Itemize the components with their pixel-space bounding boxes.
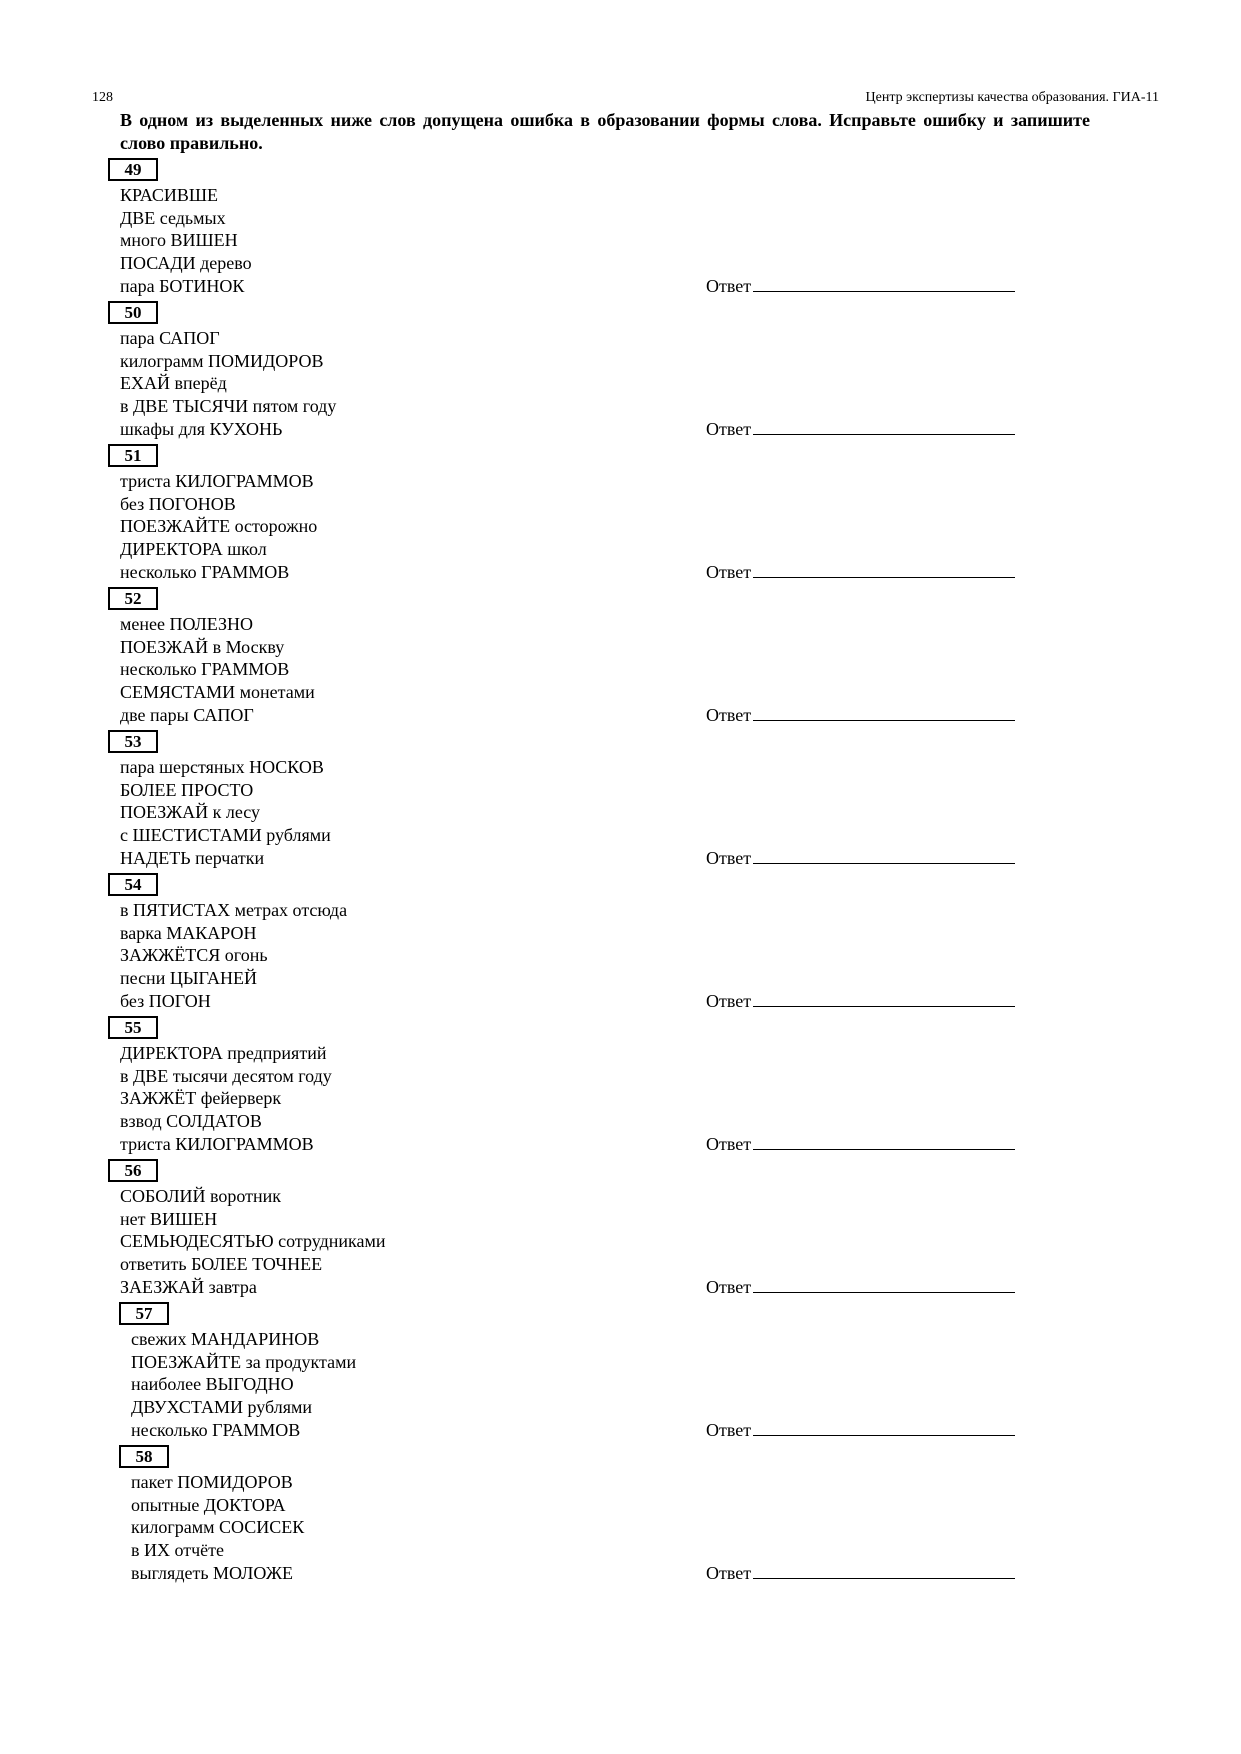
task-number-box: 50 bbox=[108, 301, 158, 324]
answer-row bbox=[706, 1419, 1015, 1441]
task-55 bbox=[0, 1016, 1241, 1159]
option-list bbox=[120, 613, 315, 727]
answer-blank[interactable] bbox=[753, 704, 1015, 721]
option-item: КРАСИВШЕ bbox=[120, 185, 218, 205]
option-item: в ПЯТИСТАХ метрах отсюда bbox=[120, 900, 348, 920]
option-item: ЗАЖЖЁТСЯ огонь bbox=[120, 945, 268, 966]
task-number-box: 52 bbox=[108, 587, 158, 610]
option-item: нет ВИШЕН bbox=[120, 1208, 218, 1229]
option-item: пара САПОГ bbox=[120, 328, 220, 348]
option-item: СЕМЬЮДЕСЯТЬЮ сотрудниками bbox=[120, 1231, 386, 1252]
option-item: с ШЕСТИСТАМИ рублями bbox=[120, 825, 331, 846]
answer-blank[interactable] bbox=[753, 1562, 1015, 1579]
option-item: пакет ПОМИДОРОВ bbox=[131, 1472, 293, 1492]
option-item: ДВУХСТАМИ рублями bbox=[131, 1397, 313, 1418]
option-list bbox=[120, 1042, 332, 1156]
task-50 bbox=[0, 301, 1241, 444]
option-item: ЕХАЙ вперёд bbox=[120, 373, 227, 394]
option-item: в ИХ отчёте bbox=[131, 1540, 225, 1561]
option-item: много ВИШЕН bbox=[120, 230, 238, 251]
option-item: песни ЦЫГАНЕЙ bbox=[120, 968, 257, 989]
option-item: выглядеть МОЛОЖЕ bbox=[131, 1562, 294, 1583]
option-item: ДИРЕКТОРА предприятий bbox=[120, 1043, 327, 1063]
answer-row bbox=[706, 275, 1015, 297]
option-item: несколько ГРАММОВ bbox=[131, 1419, 301, 1440]
task-number-box: 58 bbox=[119, 1445, 169, 1468]
option-item: ЗАЕЗЖАЙ завтра bbox=[120, 1276, 257, 1297]
option-item: ДИРЕКТОРА школ bbox=[120, 539, 267, 560]
answer-blank[interactable] bbox=[753, 990, 1015, 1007]
task-58 bbox=[0, 1445, 1241, 1588]
option-item: триста КИЛОГРАММОВ bbox=[120, 471, 314, 491]
option-item: килограмм СОСИСЕК bbox=[131, 1517, 305, 1538]
answer-blank[interactable] bbox=[753, 275, 1015, 292]
answer-label: Ответ bbox=[706, 1134, 752, 1154]
answer-blank[interactable] bbox=[753, 418, 1015, 435]
option-list bbox=[131, 1471, 304, 1585]
answer-row bbox=[706, 704, 1015, 726]
option-item: две пары САПОГ bbox=[120, 704, 254, 725]
task-number-box: 55 bbox=[108, 1016, 158, 1039]
option-list bbox=[120, 756, 331, 870]
running-head: Центр экспертизы качества образования. ГИА-11 bbox=[865, 90, 1159, 105]
answer-label: Ответ bbox=[706, 562, 752, 582]
option-list bbox=[131, 1328, 356, 1442]
answer-blank[interactable] bbox=[753, 1419, 1015, 1436]
task-53 bbox=[0, 730, 1241, 873]
task-51 bbox=[0, 444, 1241, 587]
page-number: 128 bbox=[92, 90, 113, 105]
option-item: НАДЕТЬ перчатки bbox=[120, 847, 265, 868]
option-item: ПОСАДИ дерево bbox=[120, 253, 252, 274]
answer-label: Ответ bbox=[706, 848, 752, 868]
answer-label: Ответ bbox=[706, 705, 752, 725]
answer-row bbox=[706, 418, 1015, 440]
option-item: ЗАЖЖЁТ фейерверк bbox=[120, 1088, 282, 1109]
task-list bbox=[0, 158, 1241, 1588]
option-item: в ДВЕ ТЫСЯЧИ пятом году bbox=[120, 396, 337, 417]
task-number-box: 54 bbox=[108, 873, 158, 896]
option-item: пара шерстяных НОСКОВ bbox=[120, 757, 324, 777]
option-list bbox=[120, 1185, 385, 1299]
answer-blank[interactable] bbox=[753, 1133, 1015, 1150]
option-item: несколько ГРАММОВ bbox=[120, 659, 290, 680]
option-item: СЕМЯСТАМИ монетами bbox=[120, 682, 315, 703]
option-item: шкафы для КУХОНЬ bbox=[120, 418, 283, 439]
option-item: СОБОЛИЙ воротник bbox=[120, 1186, 282, 1206]
task-number-box: 57 bbox=[119, 1302, 169, 1325]
answer-row bbox=[706, 1562, 1015, 1584]
answer-label: Ответ bbox=[706, 1420, 752, 1440]
option-item: несколько ГРАММОВ bbox=[120, 561, 290, 582]
answer-row bbox=[706, 1276, 1015, 1298]
option-item: в ДВЕ тысячи десятом году bbox=[120, 1065, 332, 1086]
task-57 bbox=[0, 1302, 1241, 1445]
option-item: свежих МАНДАРИНОВ bbox=[131, 1329, 320, 1349]
option-item: БОЛЕЕ ПРОСТО bbox=[120, 779, 254, 800]
answer-label: Ответ bbox=[706, 419, 752, 439]
option-item: взвод СОЛДАТОВ bbox=[120, 1111, 262, 1132]
task-number-box: 49 bbox=[108, 158, 158, 181]
answer-label: Ответ bbox=[706, 1563, 752, 1583]
option-item: ответить БОЛЕЕ ТОЧНЕЕ bbox=[120, 1254, 323, 1275]
option-list bbox=[120, 184, 252, 298]
answer-row bbox=[706, 847, 1015, 869]
task-52 bbox=[0, 587, 1241, 730]
option-item: менее ПОЛЕЗНО bbox=[120, 614, 254, 634]
answer-row bbox=[706, 561, 1015, 583]
option-item: без ПОГОНОВ bbox=[120, 493, 236, 514]
option-list bbox=[120, 327, 336, 441]
task-number-box: 53 bbox=[108, 730, 158, 753]
option-item: ДВЕ седьмых bbox=[120, 207, 226, 228]
option-item: варка МАКАРОН bbox=[120, 922, 257, 943]
option-item: ПОЕЗЖАЙТЕ за продуктами bbox=[131, 1351, 357, 1372]
option-item: пара БОТИНОК bbox=[120, 275, 245, 296]
option-item: триста КИЛОГРАММОВ bbox=[120, 1133, 314, 1154]
task-54 bbox=[0, 873, 1241, 1016]
answer-row bbox=[706, 1133, 1015, 1155]
option-item: опытные ДОКТОРА bbox=[131, 1494, 286, 1515]
option-item: без ПОГОН bbox=[120, 990, 211, 1011]
answer-label: Ответ bbox=[706, 991, 752, 1011]
answer-blank[interactable] bbox=[753, 561, 1015, 578]
answer-blank[interactable] bbox=[753, 1276, 1015, 1293]
instruction: В одном из выделенных ниже слов допущена ошибка в образовании формы слова. Исправьте ошибку и запишите слово правильно. bbox=[120, 110, 1090, 153]
task-number-box: 51 bbox=[108, 444, 158, 467]
answer-label: Ответ bbox=[706, 1277, 752, 1297]
option-list bbox=[120, 899, 347, 1013]
task-49 bbox=[0, 158, 1241, 301]
answer-blank[interactable] bbox=[753, 847, 1015, 864]
option-item: килограмм ПОМИДОРОВ bbox=[120, 350, 324, 371]
option-item: ПОЕЗЖАЙТЕ осторожно bbox=[120, 516, 318, 537]
answer-row bbox=[706, 990, 1015, 1012]
option-item: ПОЕЗЖАЙ в Москву bbox=[120, 636, 285, 657]
option-list bbox=[120, 470, 317, 584]
option-item: наиболее ВЫГОДНО bbox=[131, 1374, 294, 1395]
task-number-box: 56 bbox=[108, 1159, 158, 1182]
answer-label: Ответ bbox=[706, 276, 752, 296]
task-56 bbox=[0, 1159, 1241, 1302]
option-item: ПОЕЗЖАЙ к лесу bbox=[120, 802, 261, 823]
